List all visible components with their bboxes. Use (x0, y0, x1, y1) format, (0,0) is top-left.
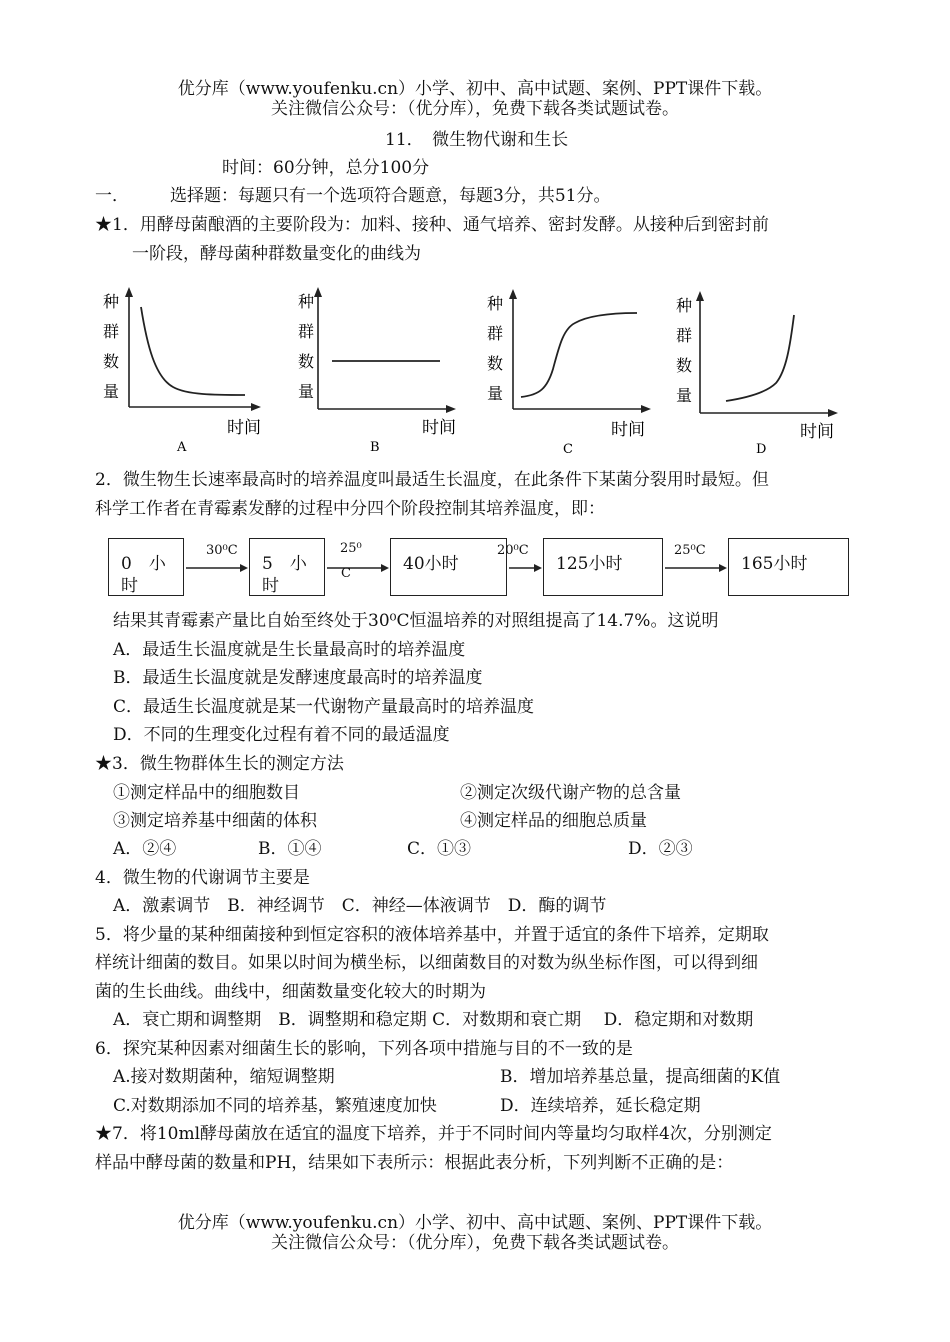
y-label-char: 量 (487, 384, 504, 403)
x-label: 时间 (800, 422, 834, 442)
flow-box-40h: 40小时 (390, 538, 507, 596)
arrow-label-3: 20⁰C (497, 543, 529, 558)
q6-option-d: D．连续培养，延长稳定期 (500, 1096, 701, 1116)
q3-item-3: ③测定培养基中细菌的体积 (113, 811, 317, 831)
flow-box-5h: 5 小 时 (249, 538, 325, 596)
header-line-2: 关注微信公众号：（优分库），免费下载各类试题试卷。 (271, 99, 679, 119)
q5-line-2: 样统计细菌的数目。如果以时间为横坐标，以细菌数目的对数为纵坐标作图，可以得到细 (95, 953, 758, 973)
q3-item-4: ④测定样品的细胞总质量 (460, 811, 647, 831)
q6-option-a: A.接对数期菌种，缩短调整期 (113, 1067, 335, 1087)
q4-stem: 4．微生物的代谢调节主要是 (95, 868, 310, 888)
q3-stem: ★3．微生物群体生长的测定方法 (95, 754, 344, 774)
q6-stem: 6．探究某种因素对细菌生长的影响，下列各项中措施与目的不一致的是 (95, 1039, 633, 1059)
q5-line-1: 5．将少量的某种细菌接种到恒定容积的液体培养基中，并置于适宜的条件下培养，定期取 (95, 925, 769, 945)
page-title: 11． 微生物代谢和生长 (385, 130, 569, 150)
flow-arrows (0, 0, 950, 640)
y-label-char: 数 (103, 352, 120, 371)
q3-option-a: A．②④ (113, 839, 177, 859)
q3-option-b: B．①④ (258, 839, 322, 859)
q3-item-1: ①测定样品中的细胞数目 (113, 783, 300, 803)
q6-option-c: C.对数期添加不同的培养基，繁殖速度加快 (113, 1096, 437, 1116)
q1-line-1: ★1．用酵母菌酿酒的主要阶段为：加料、接种、通气培养、密封发酵。从接种后到密封前 (95, 215, 769, 235)
q3-option-c: C．①③ (407, 839, 472, 859)
q5-options: A．衰亡期和调整期 B．调整期和稳定期 C．对数期和衰亡期 D．稳定期和对数期 (113, 1010, 754, 1030)
footer-line-1: 优分库（www.youfenku.cn）小学、初中、高中试题、案例、PPT课件下载。 (177, 1213, 773, 1233)
y-label-char: 种 (103, 292, 120, 311)
q2-option-c: C．最适生长温度就是某一代谢物产量最高时的培养温度 (113, 697, 535, 717)
y-label-char: 量 (103, 382, 120, 401)
q6-option-b: B．增加培养基总量，提高细菌的K值 (500, 1067, 781, 1087)
flow-box-165h: 165小时 (728, 538, 849, 596)
flow-arrowhead (381, 564, 389, 572)
q3-item-2: ②测定次级代谢产物的总含量 (460, 783, 681, 803)
footer-line-2: 关注微信公众号：（优分库），免费下载各类试题试卷。 (271, 1233, 679, 1253)
flow-arrowhead (534, 564, 542, 572)
y-label-char: 群 (487, 324, 504, 343)
arrow-label-4: 25⁰C (674, 543, 706, 558)
q2-line-2: 科学工作者在青霉素发酵的过程中分四个阶段控制其培养温度，即： (95, 499, 605, 519)
q3-option-d: D．②③ (628, 839, 693, 859)
y-label-char: 数 (676, 356, 693, 375)
x-label: 时间 (227, 418, 261, 438)
y-label-char: 群 (676, 326, 693, 345)
y-label-char: 群 (103, 322, 120, 341)
graph-letter: B (370, 440, 380, 455)
q5-line-3: 菌的生长曲线。曲线中，细菌数量变化较大的时期为 (95, 982, 486, 1002)
graph-letter: A (177, 440, 187, 455)
graph-letter: C (563, 442, 573, 457)
y-label-char: 种 (487, 294, 504, 313)
graph-letter: D (756, 442, 767, 457)
section-number: 一． (95, 186, 129, 206)
header-line-1: 优分库（www.youfenku.cn）小学、初中、高中试题、案例、PPT课件下载。 (177, 79, 773, 99)
q7-line-2: 样品中酵母菌的数量和PH，结果如下表所示：根据此表分析，下列判断不正确的是： (95, 1153, 734, 1173)
arrow-label-2a: 25⁰ (340, 541, 362, 556)
time-note: 时间：60分钟，总分100分 (222, 158, 430, 178)
q1-line-2: 一阶段，酵母菌种群数量变化的曲线为 (132, 244, 421, 264)
q2-option-b: B．最适生长温度就是发酵速度最高时的培养温度 (113, 668, 483, 688)
q2-option-a: A．最适生长温度就是生长量最高时的培养温度 (113, 640, 466, 660)
flow-arrowhead (719, 564, 727, 572)
y-label-char: 数 (487, 354, 504, 373)
arrow-label-1: 30⁰C (206, 543, 238, 558)
q2-line-1: 2．微生物生长速率最高时的培养温度叫最适生长温度，在此条件下某菌分裂用时最短。但 (95, 470, 769, 490)
flow-box-0h: 0 小 时 (108, 538, 184, 596)
y-label-char: 种 (298, 292, 315, 311)
x-label: 时间 (611, 420, 645, 440)
q2-option-d: D．不同的生理变化过程有着不同的最适温度 (113, 725, 450, 745)
y-label-char: 群 (298, 322, 315, 341)
y-label-char: 量 (676, 386, 693, 405)
section-text: 选择题：每题只有一个选项符合题意，每题3分，共51分。 (170, 186, 611, 206)
arrow-label-2b: C (341, 566, 351, 581)
flow-arrowhead (240, 564, 248, 572)
q2-result: 结果其青霉素产量比自始至终处于30⁰C恒温培养的对照组提高了14.7%。这说明 (113, 611, 719, 631)
q7-line-1: ★7．将10ml酵母菌放在适宜的温度下培养，并于不同时间内等量均匀取样4次，分别测定 (95, 1124, 772, 1144)
y-label-char: 量 (298, 382, 315, 401)
x-label: 时间 (422, 418, 456, 438)
q4-options: A．激素调节 B．神经调节 C．神经—体液调节 D．酶的调节 (113, 896, 607, 916)
y-label-char: 数 (298, 352, 315, 371)
y-label-char: 种 (676, 296, 693, 315)
flow-box-125h: 125小时 (543, 538, 663, 596)
